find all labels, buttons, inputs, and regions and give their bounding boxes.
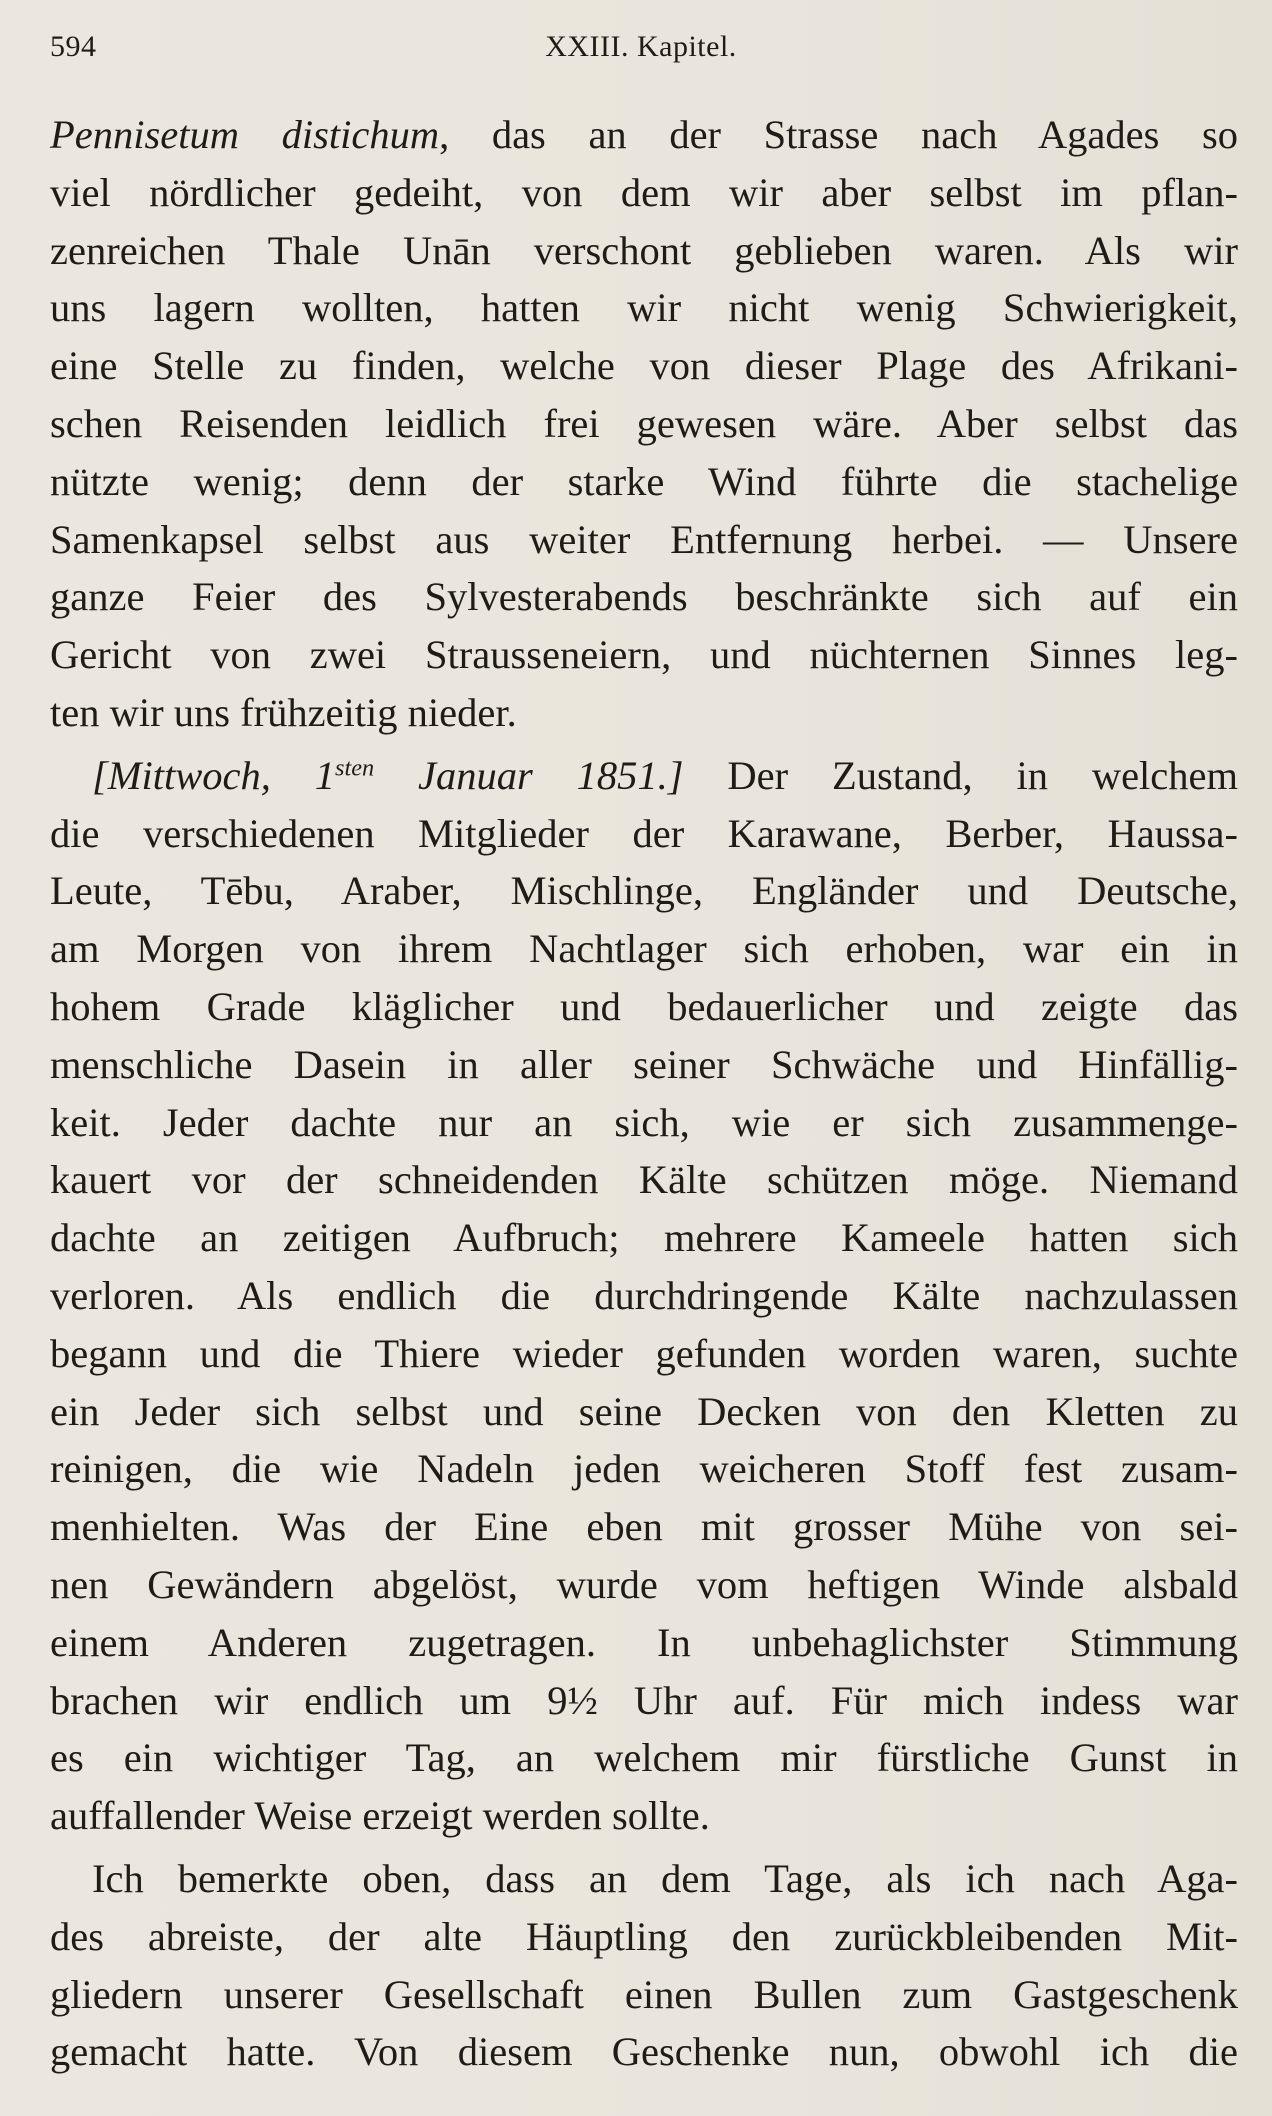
text-line: menhielten. Was der Eine eben mit grosser Mühe von sei- (50, 1504, 1238, 1550)
text-line: ganze Feier des Sylvesterabends beschränkte sich auf ein (50, 574, 1238, 620)
text-line: schen Reisenden leidlich frei gewesen wäre. Aber selbst das (50, 400, 1238, 446)
text-line: am Morgen von ihrem Nachtlager sich erhoben, war ein in (50, 926, 1238, 972)
text-line: Samenkapsel selbst aus weiter Entfernung herbei. — Unsere (50, 516, 1238, 562)
text-line: brachen wir endlich um 9½ Uhr auf. Für mich indess war (50, 1677, 1238, 1723)
running-head: XXIII. Kapitel. (545, 30, 737, 63)
text-line: Leute, Tēbu, Araber, Mischlinge, Engländer und Deutsche, (50, 868, 1238, 914)
text-line: auffallender Weise erzeigt werden sollte. (50, 1793, 710, 1839)
text-line: nützte wenig; denn der starke Wind führte die stachelige (50, 458, 1238, 504)
text-line: kauert vor der schneidenden Kälte schützen möge. Niemand (50, 1157, 1238, 1203)
text-line: begann und die Thiere wieder gefunden worden waren, suchte (50, 1330, 1238, 1376)
text-line: Ich bemerkte oben, dass an dem Tage, als ich nach Aga- (92, 1855, 1238, 1901)
text-line: dachte an zeitigen Aufbruch; mehrere Kameele hatten sich (50, 1215, 1238, 1261)
text-line: hohem Grade kläglicher und bedauerlicher und zeigte das (50, 983, 1238, 1029)
text-line: zenreichen Thale Unān verschont geblieben waren. Als wir (50, 227, 1238, 273)
text-line: ein Jeder sich selbst und seine Decken von den Kletten zu (50, 1388, 1238, 1434)
species-name: Pennisetum distichum (50, 112, 440, 157)
text-line: uns lagern wollten, hatten wir nicht wenig Schwierigkeit, (50, 285, 1238, 331)
text-line: menschliche Dasein in aller seiner Schwäche und Hinfällig- (50, 1041, 1238, 1087)
text-line: Gericht von zwei Straussenеiern, und nüchternen Sinnes leg- (50, 632, 1238, 678)
text-line: Pennisetum distichum, das an der Strasse nach Agades so (50, 112, 1238, 157)
body-text (50, 106, 1238, 2081)
page-header (50, 22, 1232, 72)
text-line: reinigen, die wie Nadeln jeden weicheren Stoff fest zusam- (50, 1446, 1238, 1492)
text-line: einem Anderen zugetragen. In unbehaglichster Stimmung (50, 1619, 1238, 1665)
text-line: gliedern unserer Gesellschaft einen Bullen zum Gastgeschenk (50, 1971, 1238, 2017)
date-heading: [Mittwoch, $1^{sten}$ Januar 1851.] (92, 752, 684, 798)
text-line: ten wir uns frühzeitig nieder. (50, 689, 517, 735)
text-line: keit. Jeder dachte nur an sich, wie er sich zusammenge- (50, 1099, 1238, 1145)
text-line: [Mittwoch, $1^{sten}$ Januar 1851.] Der Zustand, in welchem (92, 752, 1239, 798)
text-line: eine Stelle zu finden, welche von dieser Plage des Afrikani- (50, 343, 1238, 389)
text-line: des abreiste, der alte Häuptling den zurückbleibenden Mit- (50, 1913, 1238, 1959)
text-line: es ein wichtiger Tag, an welchem mir fürstliche Gunst in (50, 1735, 1238, 1781)
text-line: viel nördlicher gedeiht, von dem wir aber selbst im pflan- (50, 169, 1238, 215)
page-number: 594 (50, 30, 97, 63)
text-line: verloren. Als endlich die durchdringende Kälte nachzulassen (50, 1272, 1238, 1318)
text-line: nen Gewändern abgelöst, wurde vom heftigen Winde alsbald (50, 1561, 1238, 1607)
text-line: die verschiedenen Mitglieder der Karawane, Berber, Haussa- (50, 810, 1238, 856)
text-line: gemacht hatte. Von diesem Geschenke nun, obwohl ich die (50, 2029, 1238, 2075)
